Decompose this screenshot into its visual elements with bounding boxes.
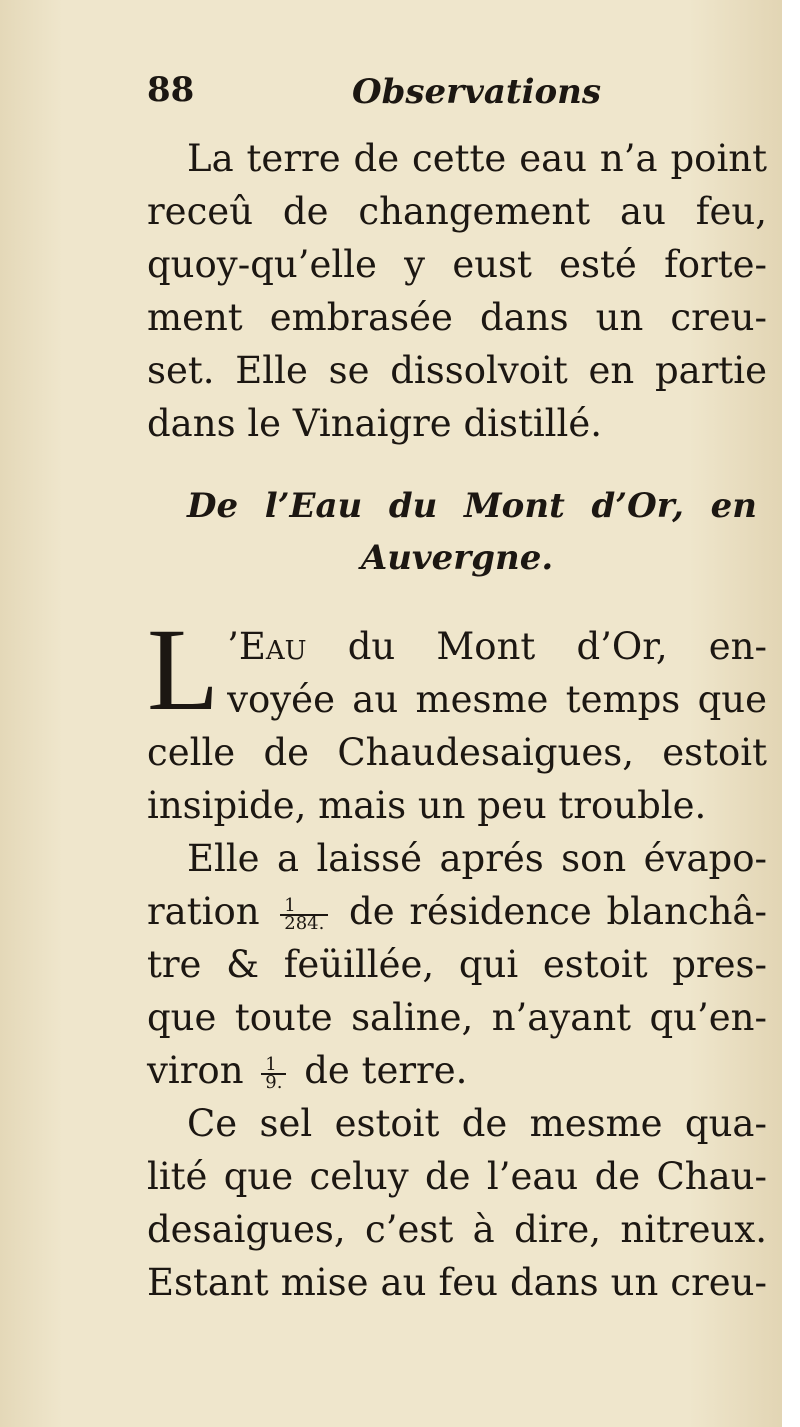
text-block: [147, 70, 767, 1309]
fraction: [261, 1053, 286, 1093]
text-line: [147, 620, 767, 673]
text-line: La terre de cette eau n’a point: [187, 137, 767, 180]
fraction-denominator: 284.: [284, 912, 325, 934]
fraction: [280, 894, 328, 934]
fraction-numerator: 1: [280, 898, 328, 916]
text-line: celle de Chaudesaigues, estoit: [147, 731, 767, 774]
fraction-numerator: 1: [261, 1057, 286, 1075]
section-heading: [147, 480, 767, 584]
text-line: receû de changement au feu,: [147, 190, 767, 233]
section-heading-line: Auvergne.: [360, 538, 554, 578]
text-line: desaigues, c’est à dire, nitreux.: [147, 1208, 767, 1251]
text-line: Ce sel estoit de mesme qua-: [187, 1102, 767, 1145]
text-line: [147, 1044, 767, 1097]
paragraph-salt: [147, 1097, 767, 1309]
text-line: Estant mise au feu dans un creu-: [147, 1261, 767, 1304]
paragraph-residue: [147, 832, 767, 1097]
text-line: que toute saline, n’ayant qu’en-: [147, 996, 767, 1039]
text-fragment: de terre.: [304, 1049, 468, 1092]
drop-cap: L: [147, 604, 220, 735]
page-number: 88: [147, 70, 195, 110]
text-line: dans le Vinaigre distillé.: [147, 402, 603, 445]
text-line: quoy-qu’elle y eust esté forte-: [147, 243, 767, 286]
paragraph-mont-dor-water: [147, 604, 767, 832]
text-line: [147, 885, 767, 938]
section-heading-line: De l’Eau du Mont d’Or, en: [187, 486, 757, 526]
text-line: set. Elle se dissolvoit en partie: [147, 349, 767, 392]
text-fragment: viron: [147, 1049, 244, 1092]
text-line: Elle a laissé aprés son évapo-: [187, 837, 767, 880]
paragraph-earth-of-water: [147, 132, 767, 450]
text-line: ment embrasée dans un creu-: [147, 296, 767, 339]
text-fragment: ration: [147, 890, 260, 933]
small-caps-word: ’Eau: [227, 625, 307, 668]
fraction-denominator: 9.: [265, 1071, 283, 1093]
scan-margin: [782, 0, 800, 1427]
text-line: tre & feüillée, qui estoit pres-: [147, 943, 767, 986]
running-head: [147, 70, 767, 132]
running-title: Observations: [352, 72, 602, 112]
text-fragment: du Mont d’Or, en-: [306, 625, 767, 668]
text-line: insipide, mais un peu trouble.: [147, 784, 707, 827]
text-fragment: de résidence blanchâ-: [349, 890, 767, 933]
text-line: lité que celuy de l’eau de Chau-: [147, 1155, 767, 1198]
text-line: voyée au mesme temps que: [227, 678, 767, 721]
